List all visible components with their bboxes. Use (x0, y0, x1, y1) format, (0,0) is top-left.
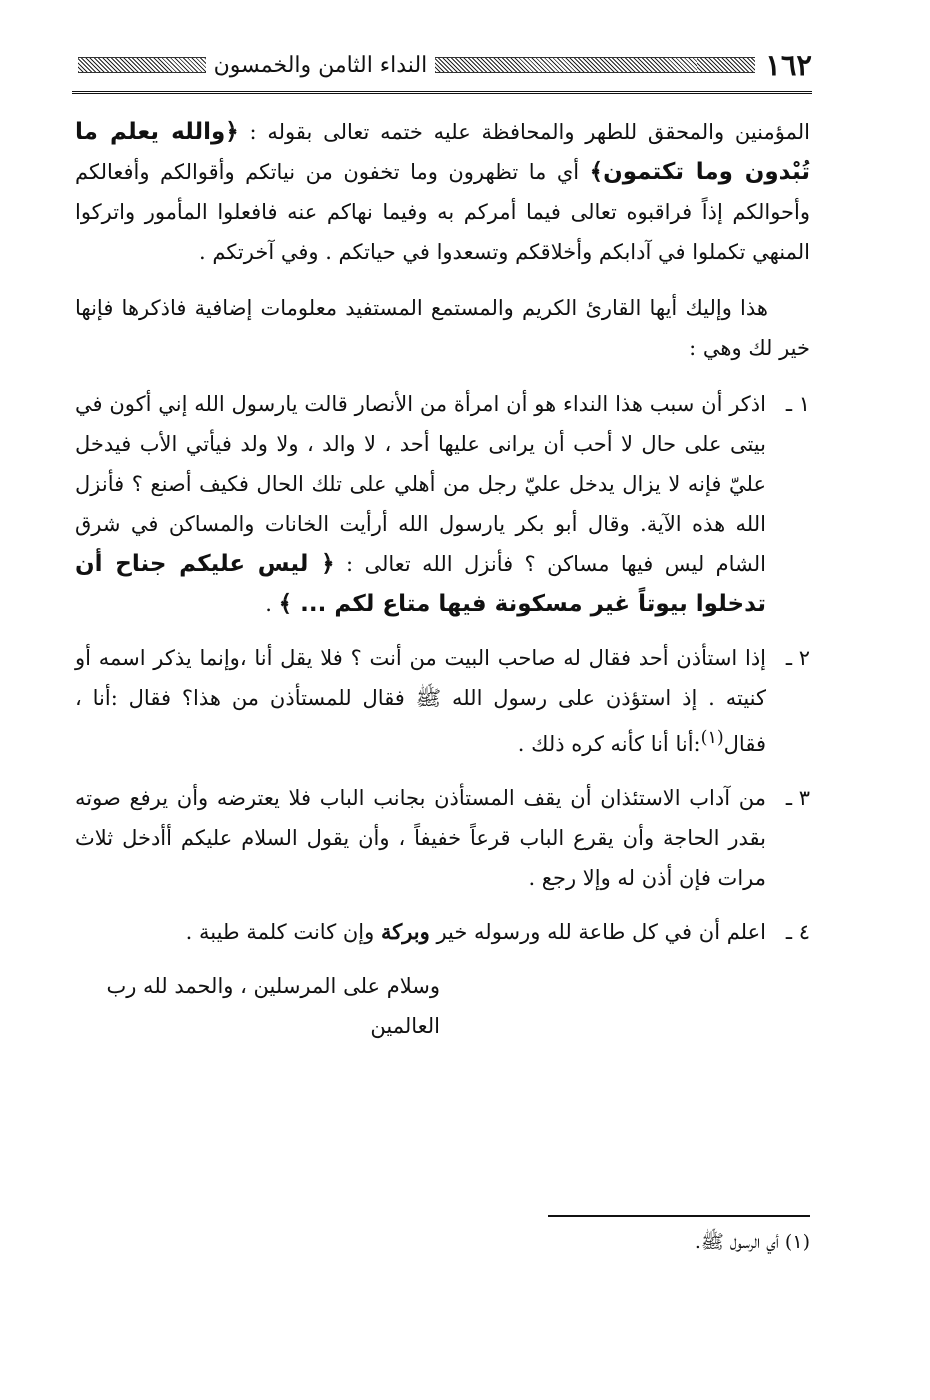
page-number: ١٦٢ (765, 48, 812, 82)
list-item (75, 638, 810, 764)
item-text (75, 384, 766, 624)
item-number: ٤ ـ (785, 920, 810, 944)
closing-line (75, 966, 810, 1046)
page-body (75, 112, 810, 1046)
list-item (75, 384, 810, 624)
item-text: من آداب الاستئذان أن يقف المستأذن بجانب الباب فلا يعترضه وأن يرفع صوته بقدر الحاجة وأن يقرع الباب قرعاً خفيفاً ، وأن يقول السلام عليكم أأدخل ثلاث مرات فإن أذن له وإلا رجع . (75, 786, 766, 890)
quran-quote: ﴿ ليس عليكم جناح أن تدخلوا بيوتاً غير مسكونة فيها متاع لكم ... ﴾ (75, 551, 766, 617)
list-item (75, 912, 810, 952)
item-number: ١ ـ (785, 392, 810, 416)
item-text-part: إذا استأذن أحد فقال له صاحب البيت من أنت ؟ فلا يقل أنا ،وإنما يذكر اسمه أو كنيته . إذ استؤذن على رسول الله ﷺ فقال للمستأذن من هذا؟ فقال :أنا ، فقال (75, 646, 766, 756)
emphasis-text: وبركة (380, 919, 430, 944)
header-ornament (435, 57, 697, 73)
item-text-part: اعلم أن في كل طاعة لله ورسوله خير (429, 920, 766, 944)
quran-quote: ﴿والله يعلم ما تُبْدون وما تكتمون﴾ (75, 119, 810, 185)
footnote: (١) أي الرسول ﷺ. (694, 1231, 810, 1253)
header-ornament (78, 57, 206, 73)
header-ornament (697, 57, 755, 73)
item-text (75, 912, 766, 952)
closing-text: وسلام على المرسلين ، والحمد لله رب العالمين (106, 974, 440, 1038)
item-text (75, 638, 766, 764)
item-text-part: اذكر أن سبب هذا النداء هو أن امرأة من الأنصار قالت يارسول الله إني أكون في بيتى على حال لا أحب أن يرانى عليها أحد ، لا والد ، ولا ولد فيأتي الأب فيدخل عليّ فإنه لا يزال يدخل عليّ رجل من أهلي على تلك الحال فكيف أصنع ؟ فأنزل الله هذه الآية. وقال أبو بكر يارسول الله أرأيت الخانات والمساكن في شرق الشام ليس فيها مساكن ؟ فأنزل الله تعالى : (75, 392, 767, 576)
numbered-list (75, 384, 810, 952)
header-rule (72, 91, 812, 94)
paragraph-text: أي ما تظهرون وما تخفون من نياتكم وأقوالكم وأفعالكم وأحوالكم إذاً فراقبوه تعالى فيما أمركم به وفيما نهاكم عنه فافعلوا المأمور واتركوا المنهي تكملوا في آدابكم وأخلاقكم وتسعدوا في حياتكم . وفي آخرتكم . (75, 160, 810, 264)
item-text-part: وإن كانت كلمة طيبة . (185, 920, 381, 944)
page-header (72, 40, 812, 90)
paragraph: هذا وإليك أيها القارئ الكريم والمستمع المستفيد معلومات إضافية فاذكرها فإنها خير لك وهي : (75, 296, 810, 360)
paragraph-text: المؤمنين والمحقق للطهر والمحافظة عليه ختمه تعالى بقوله : (238, 120, 810, 144)
footnote-rule (548, 1215, 810, 1217)
item-number: ٣ ـ (785, 786, 810, 810)
item-text-part: . (265, 592, 279, 616)
item-text-part: :أنا أنا كأنه كره ذلك . (517, 732, 701, 756)
paragraph (75, 112, 810, 272)
running-title: النداء الثامن والخمسون (213, 52, 428, 78)
item-number: ٢ ـ (785, 646, 810, 670)
list-item (75, 778, 810, 898)
footnote-ref: (١) (700, 728, 724, 748)
